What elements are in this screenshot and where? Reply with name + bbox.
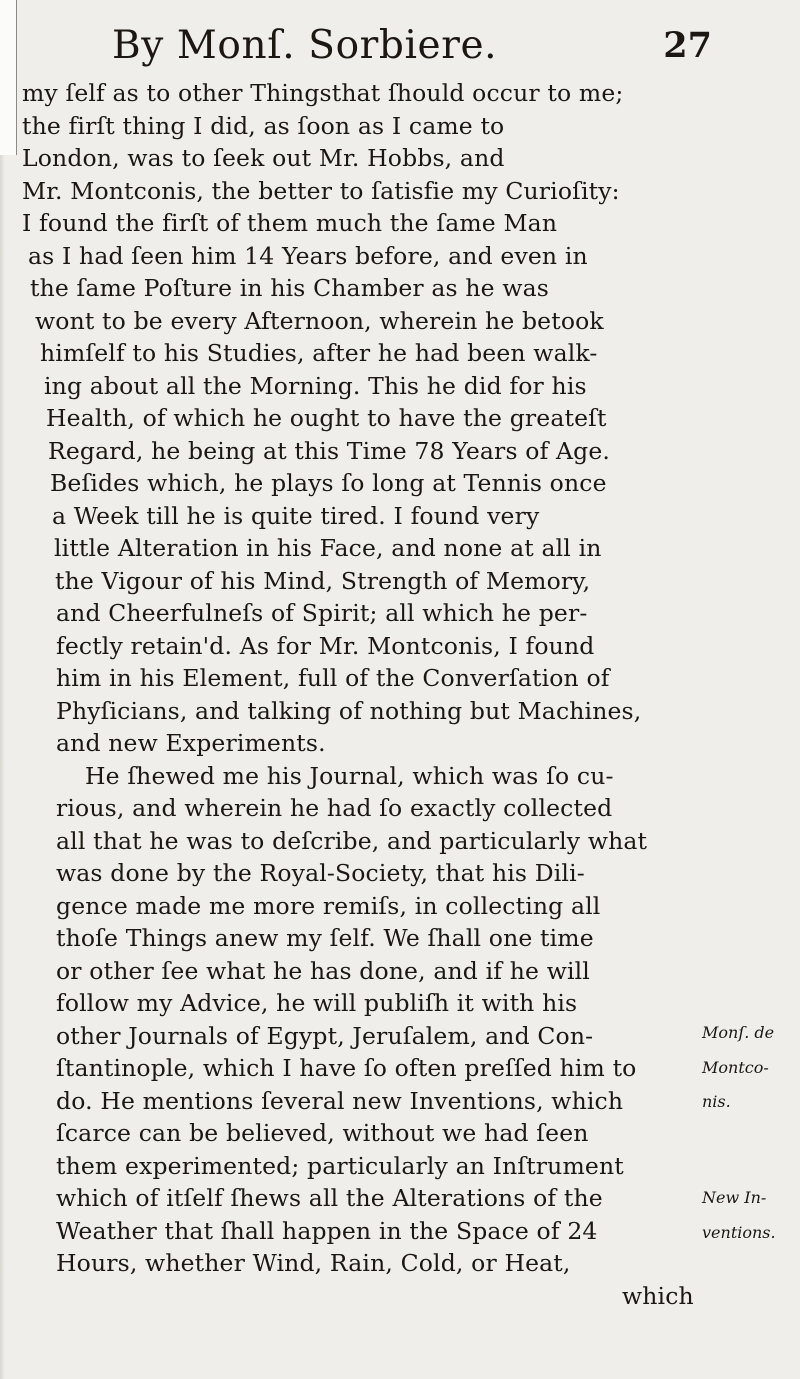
margin-notes bbox=[702, 1016, 800, 1251]
text-line: fectly retain'd. As for Mr. Montconis, I found bbox=[56, 631, 595, 660]
text-line: my ſelf as to other Thingsthat ſhould occur to me; bbox=[22, 79, 624, 107]
margin-note-montconis: Monſ. de bbox=[702, 1023, 775, 1042]
text-line: wont to be every Afternoon, wherein he betook bbox=[35, 306, 604, 335]
text-line: gence made me more remiſs, in collecting all bbox=[56, 891, 601, 920]
text-line: rious, and wherein he had ſo exactly collected bbox=[56, 794, 613, 822]
text-line: ing about all the Morning. This he did for his bbox=[44, 371, 587, 400]
text-line: Beſides which, he plays ſo long at Tennis once bbox=[50, 469, 607, 497]
text-line: him in his Element, full of the Converſation of bbox=[56, 664, 610, 692]
text-line: the firſt thing I did, as ſoon as I came to bbox=[22, 111, 505, 140]
text-line: He ſhewed me his Journal, which was ſo cu- bbox=[85, 761, 614, 790]
text-line: Weather that ſhall happen in the Space of 24 bbox=[56, 1216, 598, 1245]
text-line: was done by the Royal-Society, that his Dili- bbox=[56, 859, 585, 887]
binding-shadow bbox=[0, 155, 5, 1379]
previous-page-edge bbox=[0, 0, 17, 155]
text-line: little Alteration in his Face, and none at all in bbox=[54, 534, 602, 562]
text-line: them experimented; particularly an Inſtrument bbox=[56, 1151, 624, 1180]
text-line: do. He mentions ſeveral new Inventions, which bbox=[56, 1086, 624, 1115]
running-head: By Monſ. Sorbiere. bbox=[112, 23, 498, 68]
text-line: other Journals of Egypt, Jeruſalem, and Con- bbox=[56, 1021, 594, 1050]
text-line: London, was to ſeek out Mr. Hobbs, and bbox=[22, 144, 505, 172]
main-text-block bbox=[22, 77, 722, 1312]
text-line: and new Experiments. bbox=[56, 729, 326, 757]
text-line: ſtantinople, which I have ſo often preſſed him to bbox=[56, 1054, 637, 1082]
text-line: all that he was to deſcribe, and particularly what bbox=[56, 826, 648, 855]
text-line: himſelf to his Studies, after he had been walk- bbox=[40, 339, 598, 367]
text-line: which of itſelf ſhews all the Alterations of the bbox=[56, 1184, 603, 1212]
text-line: the Vigour of his Mind, Strength of Memory, bbox=[55, 566, 591, 595]
text-line: Phyſicians, and talking of nothing but Machines, bbox=[56, 696, 642, 725]
margin-note-montconis: nis. bbox=[702, 1092, 731, 1112]
margin-note-new-inventions: ventions. bbox=[702, 1222, 776, 1242]
catchword: which bbox=[622, 1281, 694, 1310]
page-number: 27 bbox=[663, 25, 712, 66]
text-line: the ſame Poſture in his Chamber as he was bbox=[30, 274, 549, 302]
text-line: Hours, whether Wind, Rain, Cold, or Heat, bbox=[56, 1249, 571, 1277]
margin-note-new-inventions: New In- bbox=[702, 1188, 767, 1208]
text-line: and Cheerfulneſs of Spirit; all which he per- bbox=[56, 599, 588, 627]
text-line: Mr. Montconis, the better to ſatisfie my Curioſity: bbox=[22, 176, 620, 205]
text-line: or other ſee what he has done, and if he will bbox=[56, 956, 590, 985]
margin-note-montconis: Montco- bbox=[702, 1057, 769, 1077]
text-line: Health, of which he ought to have the greateſt bbox=[46, 404, 607, 432]
text-line: Regard, he being at this Time 78 Years of Age. bbox=[48, 436, 611, 465]
text-line: follow my Advice, he will publiſh it with his bbox=[56, 989, 578, 1017]
text-line: thoſe Things anew my ſelf. We ſhall one time bbox=[56, 924, 594, 952]
page-header bbox=[112, 18, 712, 74]
text-line: a Week till he is quite tired. I found very bbox=[52, 501, 540, 530]
text-line: as I had ſeen him 14 Years before, and even in bbox=[28, 241, 588, 270]
text-line: I found the firſt of them much the ſame Man bbox=[22, 209, 558, 237]
text-line: ſcarce can be believed, without we had ſeen bbox=[56, 1119, 589, 1147]
